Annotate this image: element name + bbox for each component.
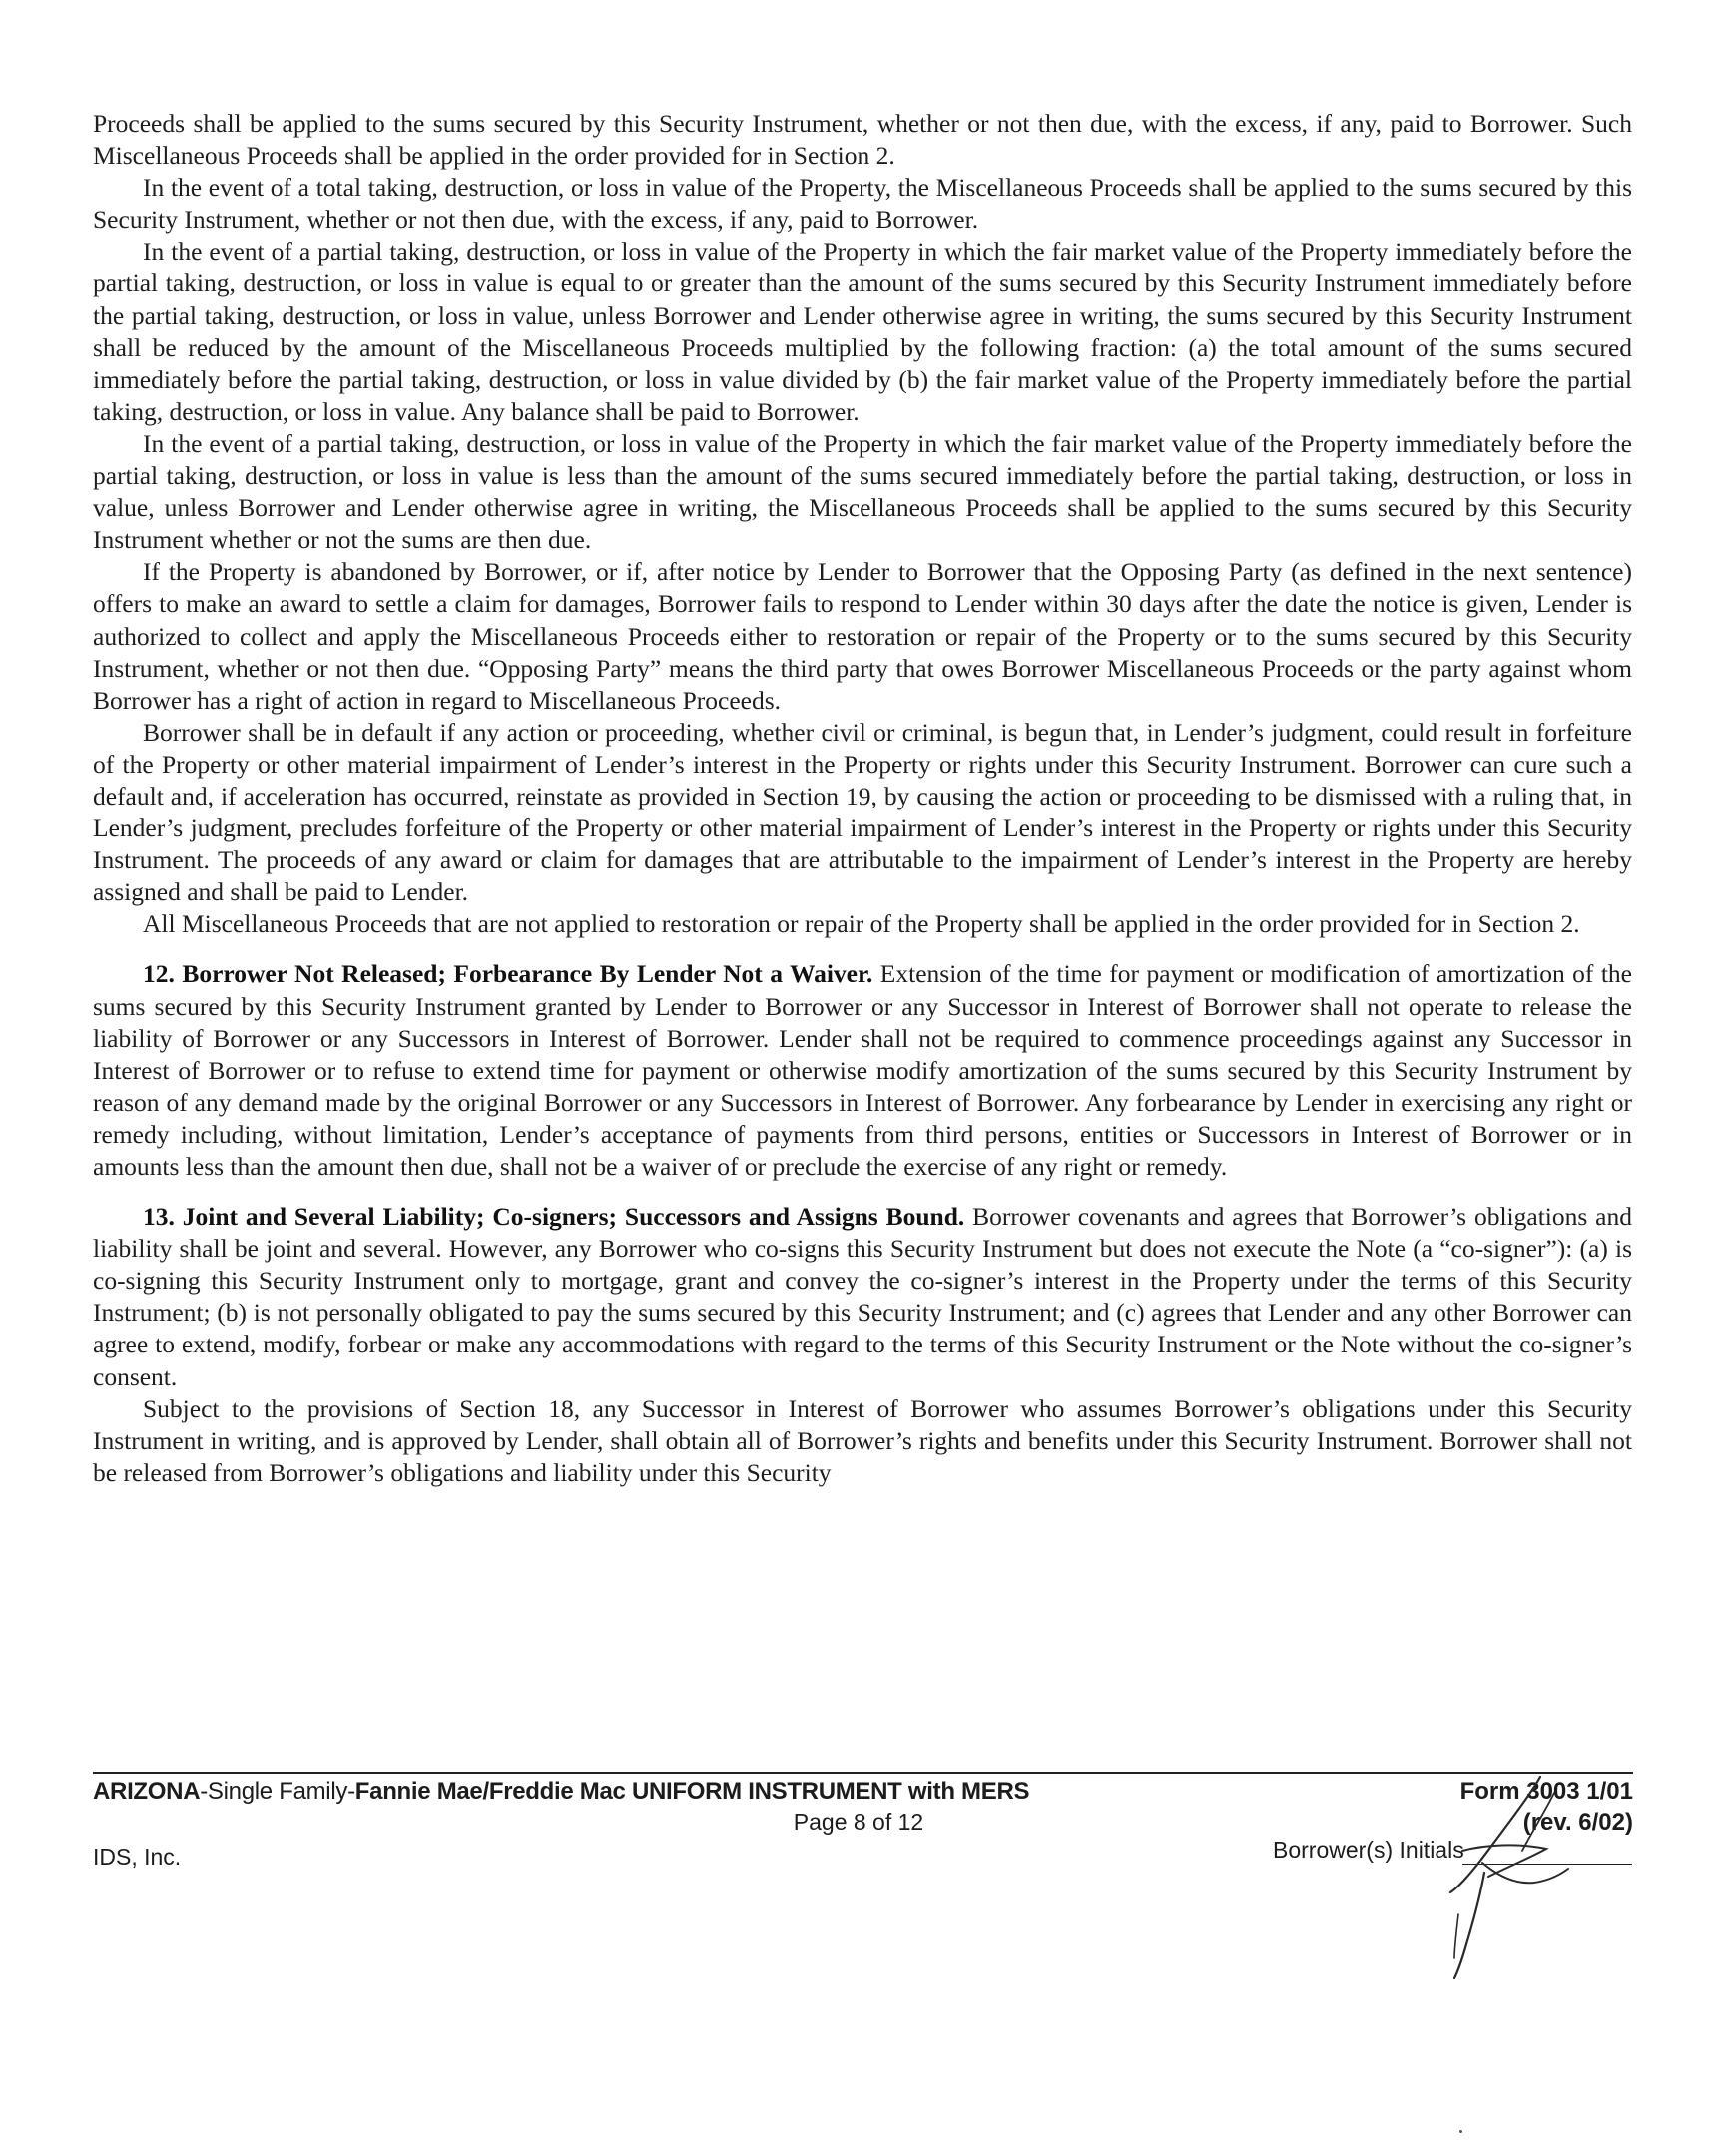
initials-label: Borrower(s) Initials xyxy=(1273,1837,1464,1863)
document-body xyxy=(93,108,1632,1489)
paragraph-borrower-default: Borrower shall be in default if any action or proceeding, whether civil or criminal, is begun that, in Lender’s judgment, could result in forfeiture of the Property or other material impairment of Lender’s interest in the Property or rights under this Security Instrument. Borrower can cure such a default and, if acceleration has occurred, reinstate as provided in Section 19, by causing the action or proceeding to be dismissed with a ruling that, in Lender’s judgment, precludes forfeiture of the Property or other material impairment of Lender’s interest in the Property or rights under this Security Instrument. The proceeds of any award or claim for damages that are attributable to the impairment of Lender’s interest in the Property are hereby assigned and shall be paid to Lender. xyxy=(93,717,1632,907)
form-state: ARIZONA xyxy=(93,1778,201,1805)
scan-speck xyxy=(1459,2130,1462,2133)
form-revision: (rev. 6/02) xyxy=(1522,1809,1633,1836)
section-13 xyxy=(93,1201,1632,1393)
section-12-body: Extension of the time for payment or modification of amortization of the sums secured by this Security Instrument granted by Lender to Borrower or any Successor in Interest of Borrower shall not operate to release the liability of Borrower or any Successors in Interest of Borrower. Lender shall not be required to commence proceedings against any Successor in Interest of Borrower or to refuse to extend time for payment or otherwise modify amortization of the sums secured by this Security Instrument by reason of any demand made by the original Borrower or any Successors in Interest of Borrower. Any forbearance by Lender in exercising any right or remedy including, without limitation, Lender’s acceptance of payments from third persons, entities or Successors in Interest of Borrower or in amounts less than the amount then due, shall not be a waiver of or preclude the exercise of any right or remedy. xyxy=(93,959,1633,1181)
paragraph-partial-taking-less: In the event of a partial taking, destruction, or loss in value of the Property in which the fair market value of the Property immediately before the partial taking, destruction, or loss in value is less than the amount of the sums secured immediately before the partial taking, destruction, or loss in value, unless Borrower and Lender otherwise agree in writing, the Miscellaneous Proceeds shall be applied to the sums secured by this Security Instrument whether or not the sums are then due. xyxy=(93,428,1632,555)
paragraph-total-taking: In the event of a total taking, destruction, or loss in value of the Property, the Miscellaneous Proceeds shall be applied to the sums secured by this Security Instrument, whether or not then due, with the excess, if any, paid to Borrower. xyxy=(93,173,1632,235)
form-title xyxy=(93,1778,1029,1806)
section-13-heading: 13. Joint and Several Liability; Co-signers; Successors and Assigns Bound. xyxy=(143,1202,965,1232)
form-instrument: Fannie Mae/Freddie Mac UNIFORM INSTRUMENT with MERS xyxy=(354,1778,1030,1805)
paragraph-successors: Subject to the provisions of Section 18, any Successor in Interest of Borrower who assumes Borrower’s obligations under this Security Instrument in writing, and is approved by Lender, shall obtain all of Borrower’s rights and benefits under this Security Instrument. Borrower shall not be released from Borrower’s obligations and liability under this Security xyxy=(93,1393,1632,1487)
paragraph-proceeds-applied: Proceeds shall be applied to the sums secured by this Security Instrument, whether or not then due, with the excess, if any, paid to Borrower. Such Miscellaneous Proceeds shall be applied in the order provided for in Section 2. xyxy=(93,109,1632,171)
handwritten-initials xyxy=(1423,1765,1592,1994)
form-number: Form 3003 1/01 xyxy=(1459,1778,1633,1805)
paragraph-partial-taking-greater: In the event of a partial taking, destruction, or loss in value of the Property in which the fair market value of the Property immediately before the partial taking, destruction, or loss in value is equal to or greater than the amount of the sums secured by this Security Instrument immediately before the partial taking, destruction, or loss in value, unless Borrower and Lender otherwise agree in writing, the sums secured by this Security Instrument shall be reduced by the amount of the Miscellaneous Proceeds multiplied by the following fraction: (a) the total amount of the sums secured immediately before the partial taking, destruction, or loss in value divided by (b) the fair market value of the Property immediately before the partial taking, destruction, or loss in value. Any balance shall be paid to Borrower. xyxy=(93,237,1632,426)
footer-divider xyxy=(93,1772,1633,1774)
paragraph-unapplied-proceeds: All Miscellaneous Proceeds that are not applied to restoration or repair of the Property shall be applied in the order provided for in Section 2. xyxy=(143,909,1580,939)
vendor-name: IDS, Inc. xyxy=(93,1844,182,1870)
section-12 xyxy=(93,958,1632,1183)
page-number: Page 8 of 12 xyxy=(793,1809,924,1835)
form-family: -Single Family- xyxy=(200,1778,355,1805)
section-12-heading: 12. Borrower Not Released; Forbearance By Lender Not a Waiver. xyxy=(143,959,873,989)
paragraph-abandoned-property: If the Property is abandoned by Borrower, or if, after notice by Lender to Borrower that the Opposing Party (as defined in the next sentence) offers to make an award to settle a claim for damages, Borrower fails to respond to Lender within 30 days after the date the notice is given, Lender is authorized to collect and apply the Miscellaneous Proceeds either to restoration or repair of the Property or to the sums secured by this Security Instrument, whether or not then due. “Opposing Party” means the third party that owes Borrower Miscellaneous Proceeds or the party against whom Borrower has a right of action in regard to Miscellaneous Proceeds. xyxy=(93,557,1632,715)
section-13-body: Borrower covenants and agrees that Borrower’s obligations and liability shall be joint and several. However, any Borrower who co-signs this Security Instrument but does not execute the Note (a “co-signer”): (a) is co-signing this Security Instrument only to mortgage, grant and convey the co-signer’s interest in the Property under the terms of this Security Instrument; (b) is not personally obligated to pay the sums secured by this Security Instrument; and (c) agrees that Lender and any other Borrower can agree to extend, modify, forbear or make any accommodations with regard to the terms of this Security Instrument or the Note without the co-signer’s consent. xyxy=(93,1202,1633,1391)
